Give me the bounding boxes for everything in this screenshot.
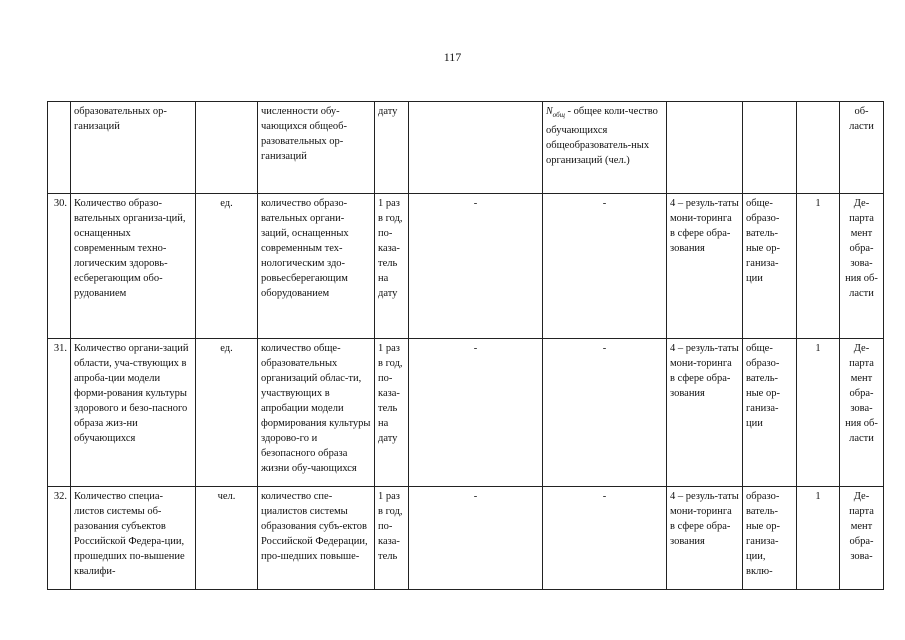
cell-responsible: Де-парта мент обра-зова-ния об-ласти <box>840 194 884 339</box>
cell-unit: чел. <box>196 487 258 590</box>
cell-num: 31. <box>48 339 71 487</box>
cell-definition: количество образо-вательных органи-заций, оснащенных современным тех-нологическим здо-ровьесберегающим оборудованием <box>258 194 375 339</box>
cell-responsible: Де-парта мент обра-зова-ния об-ласти <box>840 339 884 487</box>
cell-source: 4 – резуль-таты мони-торинга в сфере обра-зования <box>667 487 743 590</box>
cell-source <box>667 102 743 194</box>
cell-method <box>409 102 543 194</box>
cell-unit: ед. <box>196 194 258 339</box>
table-row <box>48 194 884 339</box>
cell-formula <box>543 102 667 194</box>
cell-level: 1 <box>797 487 840 590</box>
table-row <box>48 339 884 487</box>
cell-formula: - <box>543 339 667 487</box>
cell-unit-obs: образо-ватель-ные ор-ганиза-ции, вклю- <box>743 487 797 590</box>
cell-method: - <box>409 487 543 590</box>
cell-method: - <box>409 339 543 487</box>
formula-text: - общее коли-чество обучающихся общеобразователь-ных организаций (чел.) <box>546 106 658 166</box>
cell-unit-obs: обще-образо-ватель-ные ор-ганиза-ции <box>743 194 797 339</box>
cell-unit: ед. <box>196 339 258 487</box>
table-row <box>48 487 884 590</box>
cell-definition: количество спе-циалистов системы образования субъ-ектов Российской Федерации, про-шедших повыше- <box>258 487 375 590</box>
cell-formula: - <box>543 194 667 339</box>
cell-unit-obs <box>743 102 797 194</box>
cell-definition: численности обу-чающихся общеоб-разовательных ор-ганизаций <box>258 102 375 194</box>
cell-indicator: образовательных ор-ганизаций <box>71 102 196 194</box>
cell-frequency: 1 раз в год, по-каза-тель на дату <box>375 194 409 339</box>
cell-source: 4 – резуль-таты мони-торинга в сфере обра-зования <box>667 194 743 339</box>
cell-indicator: Количество образо-вательных организа-ций, оснащенных современным техно-логическим здоровь-есберегающим обо-рудованием <box>71 194 196 339</box>
cell-num <box>48 102 71 194</box>
cell-source: 4 – резуль-таты мони-торинга в сфере обра-зования <box>667 339 743 487</box>
cell-indicator: Количество специа-листов системы об-разования субъектов Российской Федера-ции, прошедших по-вышение квалифи- <box>71 487 196 590</box>
cell-level: 1 <box>797 339 840 487</box>
cell-responsible: об-ласти <box>840 102 884 194</box>
cell-num: 30. <box>48 194 71 339</box>
cell-num: 32. <box>48 487 71 590</box>
cell-indicator: Количество органи-заций области, уча-ствующих в апроба-ции модели форми-рования культуры здорового и безо-пасного образа жиз-ни обучающихся <box>71 339 196 487</box>
cell-frequency: 1 раз в год, по-каза-тель <box>375 487 409 590</box>
cell-unit-obs: обще-образо-ватель-ные ор-ганиза-ции <box>743 339 797 487</box>
cell-responsible: Де-парта мент обра-зова- <box>840 487 884 590</box>
cell-formula: - <box>543 487 667 590</box>
cell-level: 1 <box>797 194 840 339</box>
cell-level <box>797 102 840 194</box>
cell-frequency: 1 раз в год, по-каза-тель на дату <box>375 339 409 487</box>
cell-unit <box>196 102 258 194</box>
page-number: 117 <box>443 50 462 64</box>
indicators-table <box>47 101 884 590</box>
cell-method: - <box>409 194 543 339</box>
cell-definition: количество обще-образовательных организаций облас-ти, участвующих в апробации модели формирования культуры здорово-го и безопасного образа жизни обу-чающихся <box>258 339 375 487</box>
formula-symbol: $N_{общ}$ <box>546 106 565 119</box>
table-row-continuation <box>48 102 884 194</box>
cell-frequency: дату <box>375 102 409 194</box>
